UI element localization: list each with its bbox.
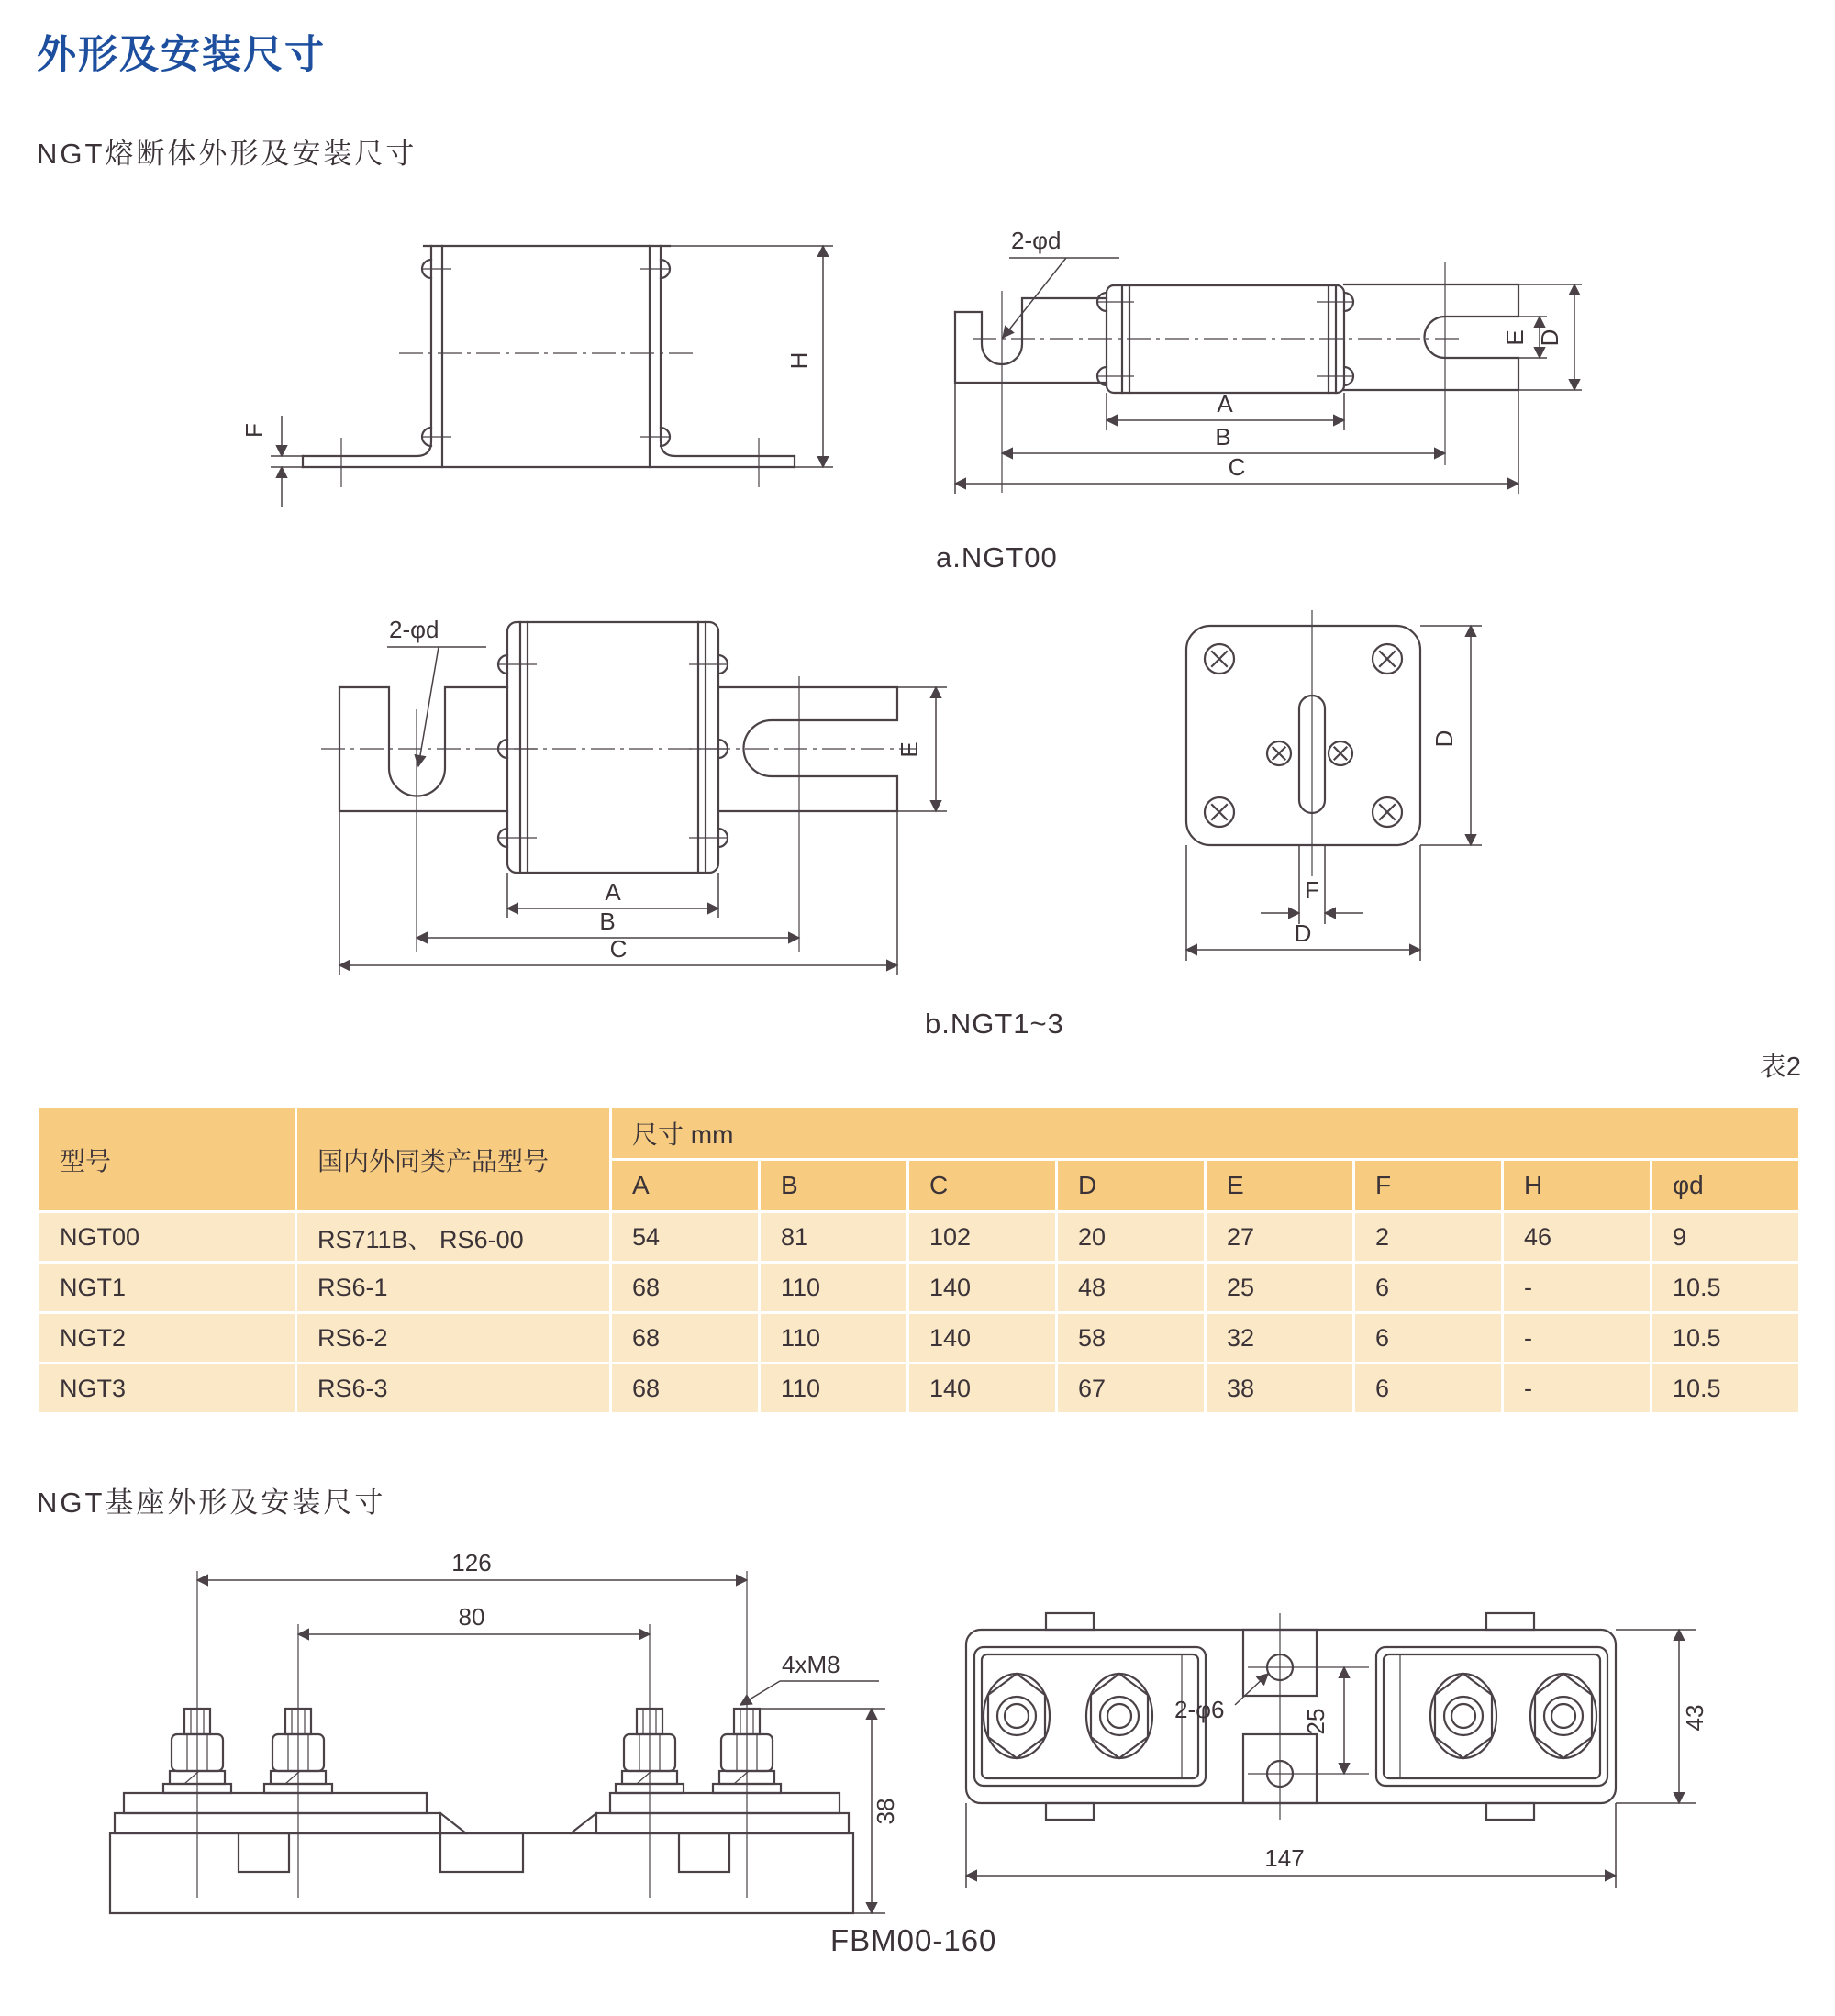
base-outline — [110, 1793, 853, 1913]
dim-cell: 6 — [1355, 1264, 1501, 1311]
dim-cell: 25 — [1207, 1264, 1352, 1311]
equiv-cell: RS711B、 RS6-00 — [297, 1213, 609, 1261]
dim-label-b: B — [599, 908, 616, 935]
table-row — [39, 1264, 1798, 1311]
dim-cell: 10.5 — [1652, 1264, 1798, 1311]
dim-cell: 6 — [1355, 1364, 1501, 1412]
hole-callout — [387, 616, 486, 766]
model-cell: NGT1 — [39, 1264, 295, 1311]
hole-label: 2-φ6 — [1174, 1696, 1225, 1723]
dim-b — [417, 908, 799, 938]
hole-callout — [1174, 1674, 1268, 1723]
dim-147 — [966, 1803, 1616, 1888]
table-tag: 表2 — [1759, 1053, 1801, 1082]
fuse-body-outline — [303, 246, 795, 487]
dim-cell: 81 — [761, 1213, 906, 1261]
terminal-nut-icon — [1430, 1674, 1496, 1758]
section2-heading: NGT基座外形及安装尺寸 — [37, 1487, 386, 1519]
ngt13-plate-drawing — [1165, 601, 1578, 986]
dim-label-a: A — [1217, 390, 1233, 418]
dim-cell: 9 — [1652, 1213, 1798, 1261]
table-row — [39, 1213, 1798, 1261]
dim-cell: 67 — [1058, 1364, 1204, 1412]
hole-label: 2-φd — [389, 616, 439, 643]
dim-label-80: 80 — [458, 1603, 485, 1631]
equiv-cell: RS6-2 — [297, 1314, 609, 1362]
dim-label-126: 126 — [451, 1549, 492, 1576]
dim-cell: - — [1504, 1264, 1650, 1311]
dim-label-f: F — [1305, 876, 1319, 904]
dim-cell: 10.5 — [1652, 1364, 1798, 1412]
dim-label-c: C — [609, 935, 628, 963]
bolt-callout — [740, 1651, 879, 1705]
col-header-dim-a: A — [612, 1161, 758, 1210]
dim-label-h: H — [785, 351, 813, 370]
dim-d-side — [1420, 626, 1482, 845]
col-header-dim-d: D — [1058, 1161, 1204, 1210]
dim-25 — [1302, 1667, 1344, 1774]
dim-label-c: C — [1228, 453, 1246, 481]
dim-label-b: B — [1215, 423, 1231, 451]
hole-label: 2-φd — [1011, 227, 1062, 254]
col-header-dims-group: 尺寸 mm — [612, 1108, 1798, 1158]
dim-h — [670, 246, 833, 467]
dim-cell: 27 — [1207, 1213, 1352, 1261]
dim-cell: 6 — [1355, 1314, 1501, 1362]
dim-f — [240, 416, 303, 507]
dim-cell: 110 — [761, 1314, 906, 1362]
dim-cell: 68 — [612, 1314, 758, 1362]
dim-cell: 110 — [761, 1264, 906, 1311]
dim-label-d-side: D — [1430, 730, 1458, 748]
hole-callout — [1003, 227, 1119, 338]
dim-cell: 140 — [909, 1264, 1055, 1311]
table-row — [39, 1364, 1798, 1412]
dim-c — [955, 383, 1518, 494]
col-header-dim-h: H — [1504, 1161, 1650, 1210]
corner-screw-icon — [1205, 644, 1402, 827]
terminal-nut-icon — [1530, 1674, 1596, 1758]
caption-ngt00: a.NGT00 — [936, 541, 1058, 574]
dim-43 — [1616, 1630, 1708, 1803]
dim-cell: 38 — [1207, 1364, 1352, 1412]
terminal-nut-icon — [984, 1674, 1050, 1758]
base-outline — [966, 1613, 1616, 1820]
dim-label-a: A — [605, 878, 621, 906]
dim-label-e: E — [1501, 329, 1529, 346]
col-header-model: 型号 — [39, 1108, 295, 1210]
dim-cell: 46 — [1504, 1213, 1650, 1261]
dim-cell: 102 — [909, 1213, 1055, 1261]
dim-cell: 68 — [612, 1264, 758, 1311]
base-top-view-drawing — [945, 1560, 1803, 1909]
dim-cell: 110 — [761, 1364, 906, 1412]
dim-cell: - — [1504, 1364, 1650, 1412]
center-screw-icon — [1267, 741, 1352, 765]
dim-cell: - — [1504, 1314, 1650, 1362]
dim-e — [895, 687, 947, 811]
model-cell: NGT3 — [39, 1364, 295, 1412]
dim-cell: 2 — [1355, 1213, 1501, 1261]
dim-cell: 32 — [1207, 1314, 1352, 1362]
dim-label-43: 43 — [1681, 1704, 1708, 1732]
model-cell: NGT2 — [39, 1314, 295, 1362]
plate-outline — [1186, 610, 1420, 876]
dim-cell: 68 — [612, 1364, 758, 1412]
ngt00-front-view-drawing — [211, 206, 872, 518]
terminal-nut-icon — [1086, 1674, 1152, 1758]
col-header-equiv: 国内外同类产品型号 — [297, 1108, 609, 1210]
caption-ngt13: b.NGT1~3 — [925, 1008, 1064, 1040]
dim-label-38: 38 — [872, 1798, 899, 1825]
dim-label-e: E — [895, 741, 923, 758]
dim-cell: 140 — [909, 1314, 1055, 1362]
col-header-dim-phid: φd — [1652, 1161, 1798, 1210]
dim-80 — [298, 1603, 650, 1634]
dim-cell: 54 — [612, 1213, 758, 1261]
equiv-cell: RS6-1 — [297, 1264, 609, 1311]
dim-cell: 140 — [909, 1364, 1055, 1412]
dim-cell: 10.5 — [1652, 1314, 1798, 1362]
dim-cell: 58 — [1058, 1314, 1204, 1362]
section1-heading: NGT熔断体外形及安装尺寸 — [37, 138, 417, 170]
table-row — [39, 1314, 1798, 1362]
col-header-dim-b: B — [761, 1161, 906, 1210]
dim-b — [1002, 423, 1445, 453]
dim-38 — [760, 1709, 899, 1913]
col-header-dim-e: E — [1207, 1161, 1352, 1210]
col-header-dim-f: F — [1355, 1161, 1501, 1210]
base-front-view-drawing — [101, 1549, 899, 1927]
dim-label-d: D — [1536, 329, 1563, 347]
col-header-dim-c: C — [909, 1161, 1055, 1210]
caption-base: FBM00-160 — [830, 1923, 997, 1957]
ngt00-side-view-drawing — [945, 206, 1578, 518]
model-cell: NGT00 — [39, 1213, 295, 1261]
dim-126 — [197, 1549, 747, 1580]
dim-label-25: 25 — [1302, 1708, 1329, 1735]
dim-cell: 20 — [1058, 1213, 1204, 1261]
dim-d-bottom — [1186, 845, 1420, 961]
ngt13-fuse-drawing — [303, 592, 973, 1005]
bolt-label: 4xM8 — [782, 1651, 840, 1678]
spec-table — [37, 1106, 1801, 1415]
dim-cell: 48 — [1058, 1264, 1204, 1311]
dim-label-d-bottom: D — [1294, 919, 1312, 947]
dim-label-147: 147 — [1264, 1844, 1305, 1872]
dim-label-f: F — [240, 423, 268, 438]
equiv-cell: RS6-3 — [297, 1364, 609, 1412]
page-title: 外形及安装尺寸 — [37, 33, 326, 77]
